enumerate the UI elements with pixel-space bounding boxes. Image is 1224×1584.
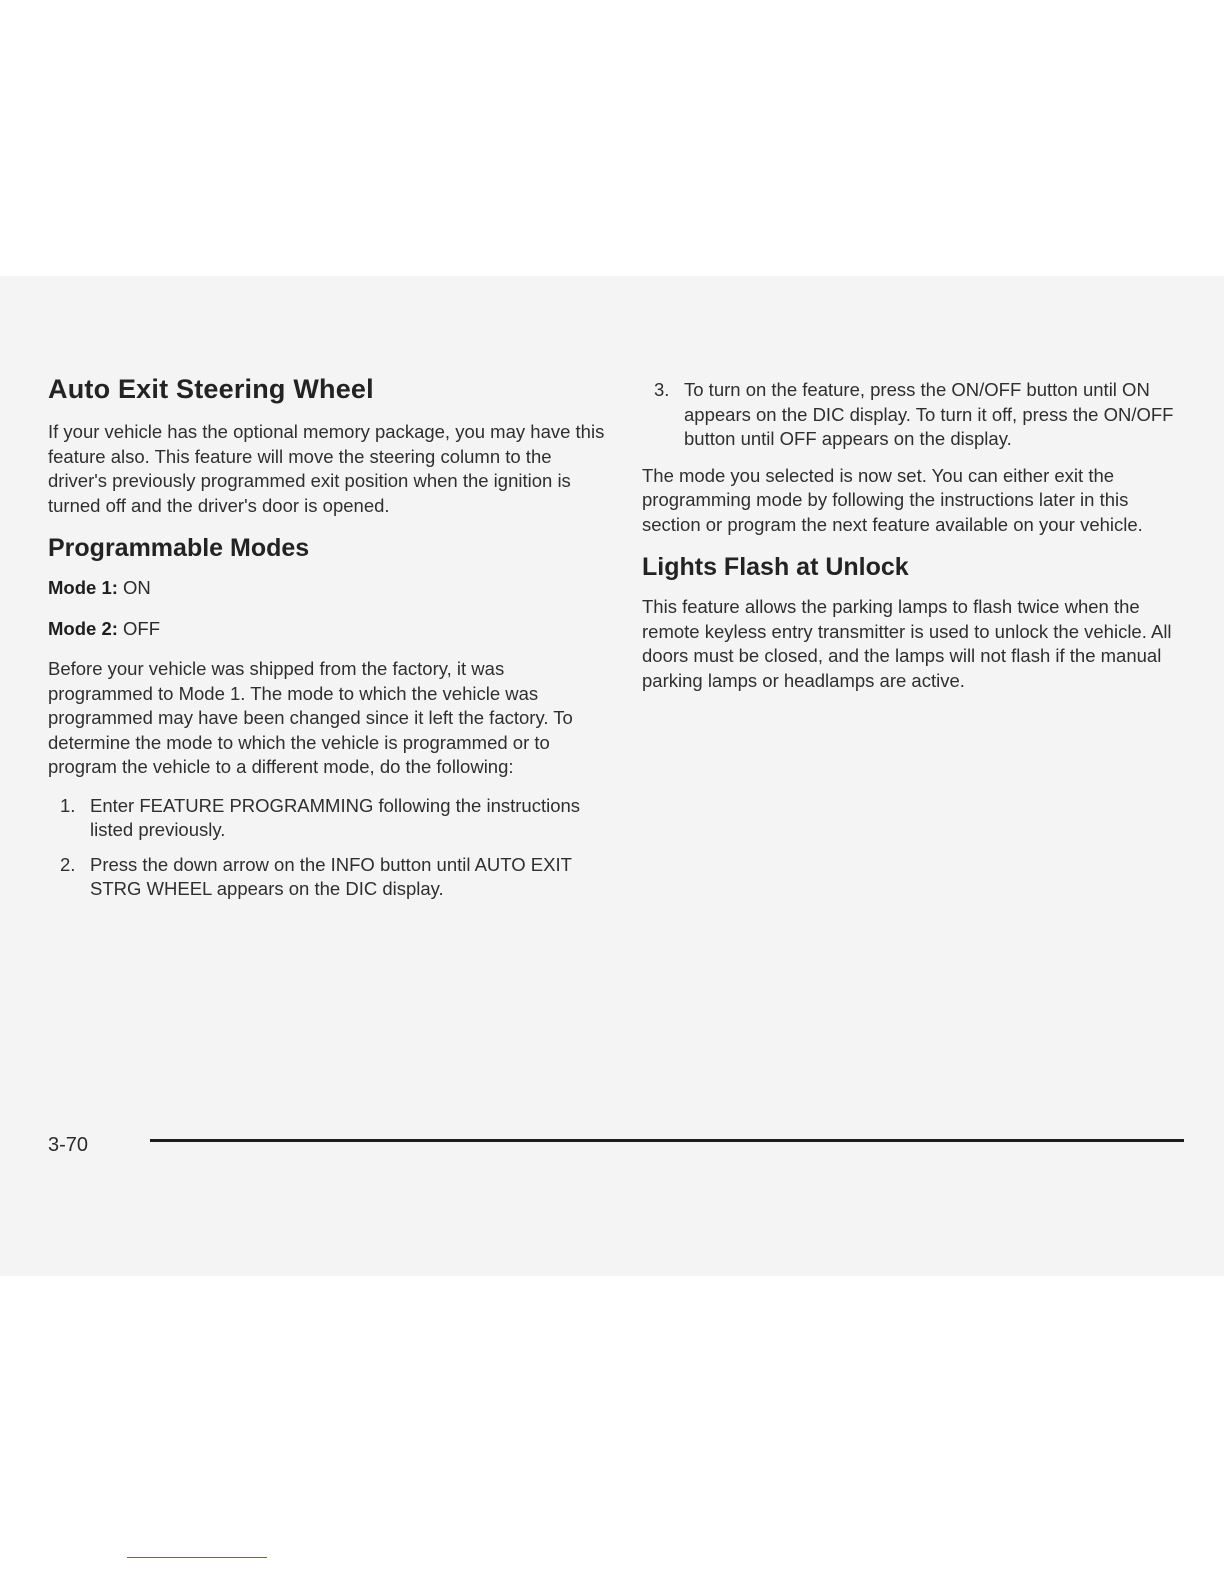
step-number: 3.	[654, 379, 670, 400]
list-item	[48, 853, 608, 902]
page-number: 3-70	[48, 1134, 89, 1156]
steps-list-continued	[642, 378, 1190, 452]
section-title-lights-flash: Lights Flash at Unlock	[642, 553, 909, 581]
list-item	[48, 794, 608, 843]
section-title-auto-exit: Auto Exit Steering Wheel	[48, 374, 374, 404]
footer-divider	[150, 1139, 1184, 1142]
mode-2-line	[48, 617, 608, 642]
steps-list	[48, 794, 608, 902]
list-item	[642, 378, 1190, 452]
mode-1-label: Mode 1:	[48, 577, 118, 598]
bottom-underline-divider	[127, 1557, 267, 1558]
step-text: Enter FEATURE PROGRAMMING following the instructions listed previously.	[90, 794, 581, 840]
intro-paragraph: If your vehicle has the optional memory package, you may have this feature also. This feature will move the steering column to the driver's previously programmed exit position when the ignition is turned off and the driver's door is opened.	[48, 421, 605, 516]
programming-instructions-paragraph: Before your vehicle was shipped from the factory, it was programmed to Mode 1. The mode to which the vehicle was programmed may have been changed since it left the factory. To determine the mode to which the vehicle is programmed or to program the vehicle to a different mode, do the following:	[48, 658, 573, 777]
step-number: 1.	[60, 794, 76, 816]
step-text: To turn on the feature, press the ON/OFF button until ON appears on the DIC display. To turn it off, press the ON/OFF button until OFF appears on the display.	[684, 379, 1174, 449]
lights-flash-paragraph: This feature allows the parking lamps to flash twice when the remote keyless entry transmitter is used to unlock the vehicle. All doors must be closed, and the lamps will not flash if the manual parking lamps or headlamps are active.	[642, 596, 1172, 691]
right-column	[642, 378, 1190, 707]
step-number: 2.	[60, 853, 76, 875]
mode-set-paragraph: The mode you selected is now set. You can either exit the programming mode by following the instructions later in this section or program the next feature available on your vehicle.	[642, 464, 1143, 535]
programmable-modes-heading: Programmable Modes	[48, 534, 310, 562]
mode-2-value: OFF	[123, 617, 161, 639]
mode-2-label: Mode 2:	[48, 617, 118, 639]
mode-1-line	[48, 576, 608, 601]
mode-1-value: ON	[123, 577, 151, 598]
step-text: Press the down arrow on the INFO button until AUTO EXIT STRG WHEEL appears on the DIC display.	[90, 853, 572, 899]
left-column	[48, 372, 608, 914]
